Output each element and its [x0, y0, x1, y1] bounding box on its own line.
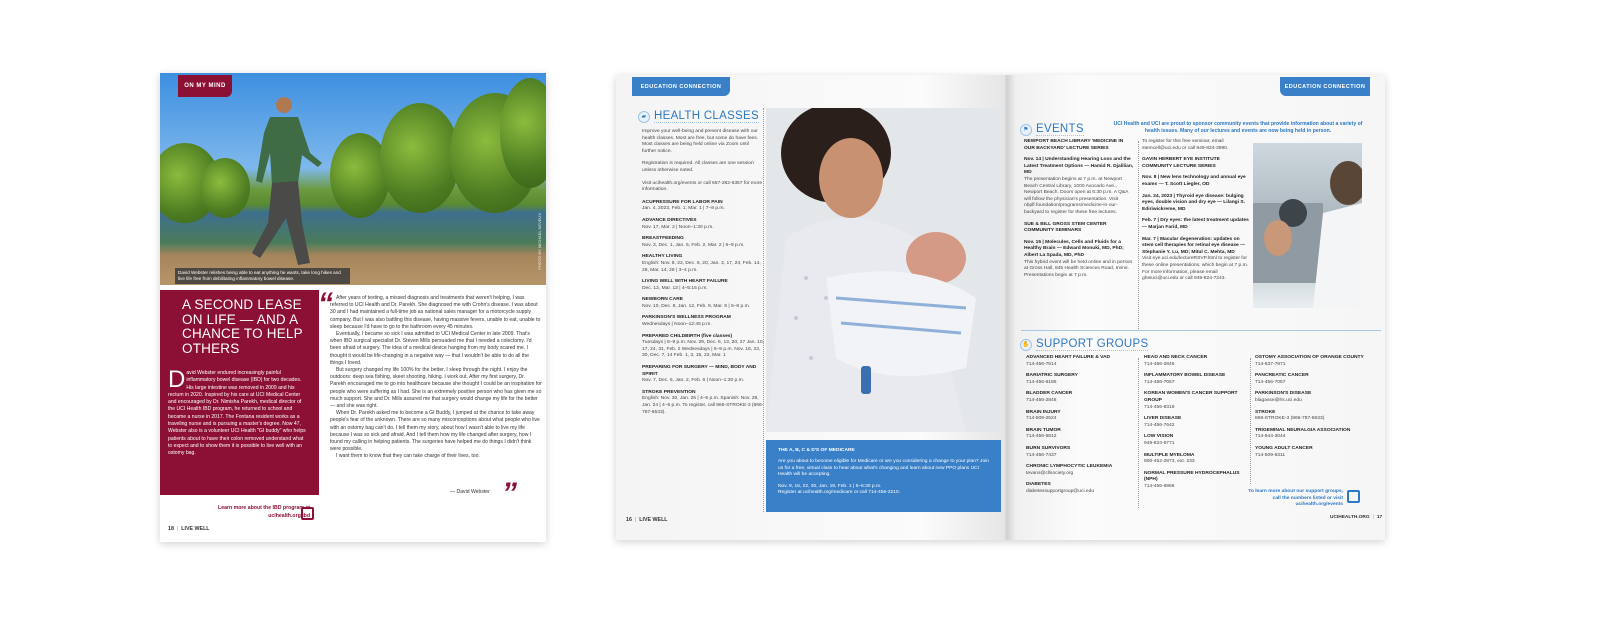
- group-contact: 714-637-7971: [1255, 361, 1286, 367]
- support-groups-heading: [1020, 338, 1148, 351]
- support-group-item: [1255, 391, 1365, 404]
- group-name: OSTOMY ASSOCIATION OF ORANGE COUNTY: [1255, 355, 1364, 360]
- section-tag-left: EDUCATION CONNECTION: [632, 77, 730, 96]
- magazine-spread-16-17: [616, 75, 1385, 540]
- class-item: [642, 315, 764, 328]
- group-name: YOUNG ADULT CANCER: [1255, 445, 1313, 451]
- quote-paragraph: After years of testing, a missed diagnosis and treatments that weren't helping, I was referred to UCI Health and Dr. Parekh. She diagnosed me with Crohn's disease. I was about 30 and I had maintained a full-time job as national sales manager for a motorcycle supply company. But I was also battling this disease, having massive fevers, unable to eat, unable to sleep because I'd have to go to the bathroom every 45 minutes.: [330, 295, 541, 330]
- heading-text: SUPPORT GROUPS: [1036, 338, 1149, 350]
- events-column-2: [1142, 139, 1250, 288]
- group-contact: diabetessupportgroup@uci.edu: [1026, 488, 1095, 494]
- class-name: BREASTFEEDING: [642, 236, 684, 242]
- events-heading: [1020, 123, 1084, 136]
- intro-paragraph: Visit ucihealth.org/events or call 657-282-6357 for more information.: [642, 180, 763, 193]
- group-name: LIVER DISEASE: [1144, 416, 1182, 422]
- group-contact: 714-456-6185: [1026, 379, 1057, 385]
- event-details: The presentation begins at 7 p.m. at Newport Beach Central Library, 1000 Avocado Ave., Newport Beach. Doors open at 6:30 p.m. A Q&A will follow the physician's presentation. Visit nbplf.foundation/programs/medicine-in-our-backyard to register for these free lectures.: [1024, 176, 1129, 215]
- eye-exam-illustration: [1253, 143, 1362, 308]
- group-name: DIABETES: [1026, 482, 1051, 488]
- article-intro: [168, 366, 309, 458]
- book-icon: ▰: [638, 111, 650, 123]
- health-classes-column: [642, 129, 764, 421]
- open-quote-icon: “: [318, 287, 333, 320]
- group-name: BRAIN INJURY: [1026, 409, 1061, 415]
- support-group-item: [1026, 482, 1138, 495]
- group-contact: 714-456-7437: [1026, 452, 1057, 458]
- quote-attribution: — David Webster: [450, 489, 490, 495]
- support-group-item: [1144, 453, 1252, 466]
- class-name: PREPARING FOR SURGERY — MIND, BODY AND SPIRIT: [642, 365, 757, 377]
- quote-paragraph: When Dr. Parekh asked me to become a GI Buddy, I jumped at the chance to take away people's fear of the unknown. There are so many misconceptions about what people who live with an ostomy bag can't do. I tell them my story, about how I wasn't able to live my life because I was so sick and afraid. And I tell them how my life changed after surgery, how I found my calling in helping patients. The surgeries have helped me do things I didn't think were possible.: [330, 410, 540, 453]
- event-series: SUE & BILL GROSS STEM CENTER COMMUNITY SEMINARS: [1024, 221, 1107, 234]
- event-item: [1024, 240, 1134, 280]
- group-name: BARIATRIC SURGERY: [1026, 373, 1078, 379]
- class-name: ADVANCE DIRECTIVES: [642, 217, 697, 223]
- section-tag: ON MY MIND: [178, 75, 232, 97]
- group-contact: 714-456-6966: [1144, 483, 1175, 489]
- article-intro-box: [160, 290, 319, 495]
- class-details: Dec. 12, Mar. 13 | 4–5:15 p.m.: [642, 285, 708, 291]
- class-name: PARKINSON'S WELLNESS PROGRAM: [642, 315, 731, 321]
- support-group-item: [1026, 410, 1138, 423]
- group-contact: 714-456-7057: [1255, 379, 1286, 385]
- group-name: NORMAL PRESSURE HYDROCEPHALUS (NPH): [1144, 470, 1240, 483]
- event-item: [1142, 139, 1250, 152]
- flag-icon: ⚑: [1020, 124, 1032, 136]
- quote-body: [330, 295, 542, 461]
- heading-text: EVENTS: [1036, 123, 1084, 135]
- event-series: NEWPORT BEACH LIBRARY 'MEDICINE IN OUR BACKYARD' LECTURE SERIES: [1024, 139, 1124, 151]
- group-name: BRAIN TUMOR: [1026, 427, 1061, 433]
- class-item: [642, 236, 764, 249]
- event-item: [1142, 237, 1250, 283]
- group-contact: 714-509-6311: [1255, 452, 1286, 458]
- class-item: [642, 254, 764, 274]
- class-details: Nov. 17, Mar. 2 | Noon–1:30 p.m.: [642, 224, 714, 230]
- class-item: [642, 365, 764, 385]
- article-headline: A SECOND LEASE ON LIFE — AND A CHANCE TO HELP OTHERS: [182, 297, 303, 356]
- group-name: BURN SURVIVORS: [1026, 445, 1071, 451]
- event-item: [1142, 157, 1250, 170]
- event-title: Jan. 24, 2023 | Thyroid eye disease: bulging eyes, double vision and dry eye — Lilangi S. Ediriwickreme, MD: [1142, 193, 1246, 212]
- group-contact: 866-STROKE-3 (866-787-6533): [1255, 416, 1325, 422]
- group-name: HEAD AND NECK CANCER: [1144, 355, 1208, 360]
- drop-cap: D: [168, 366, 186, 393]
- group-name: CHRONIC LYMPHOCYTIC LEUKEMIA: [1026, 464, 1113, 470]
- medicare-dates: Nov. 9, 15, 22, 30, Jan. 18, Feb. 1 | 5–6:30 p.m.: [778, 483, 882, 489]
- support-group-item: [1144, 373, 1252, 386]
- group-contact: 949-824-9771: [1144, 440, 1175, 446]
- class-item: [642, 218, 764, 231]
- medicare-class-box: [766, 440, 1001, 512]
- event-title: Mar. 7 | Macular degeneration: updates on stem cell therapies for retinal eye disease — Stephanie Y. Lu, MD; Mitul C. Mehta, MD: [1142, 236, 1246, 255]
- classes-list: [642, 200, 764, 416]
- external-link-icon[interactable]: [1347, 490, 1360, 503]
- group-name: ADVANCED HEART FAILURE & VAD: [1026, 355, 1111, 360]
- class-details: Nov. 3, Dec. 1, Jan. 5, Feb. 2, Mar. 2 | 6–9 p.m.: [642, 242, 745, 248]
- group-contact: 714-456-2846: [1144, 361, 1175, 367]
- events-intro: UCI Health and UCI are proud to sponsor community events that provide information about a variety of health issues. Many of our lectures and events are now being held in person.: [1113, 121, 1363, 134]
- page-number: 18: [168, 526, 174, 532]
- group-contact: 714-456-7057: [1144, 379, 1175, 385]
- health-classes-heading: [638, 110, 759, 123]
- support-group-item: [1026, 373, 1138, 386]
- class-details: Wednesdays | Noon–12:45 p.m.: [642, 322, 712, 328]
- ibd-program-link[interactable]: Learn more about the IBD program at ucihealth.org/ibd: [218, 505, 310, 519]
- event-item: [1024, 157, 1134, 216]
- events-column-1: [1024, 137, 1134, 284]
- photo-mother-with-newborn: [766, 108, 1001, 432]
- class-name: LIVING WELL WITH HEART FAILURE: [642, 279, 728, 285]
- class-details: Nov. 7, Dec. 5, Jan. 2, Feb. 6 | Noon–1:30 p.m.: [642, 378, 745, 384]
- group-name: BLADDER CANCER: [1026, 391, 1073, 397]
- group-name: LOW VISION: [1144, 434, 1174, 440]
- group-name: MULTIPLE MYELOMA: [1144, 452, 1195, 458]
- class-item: [642, 297, 764, 310]
- photo-eye-exam: [1253, 143, 1362, 308]
- group-contact: 714-456-8319: [1144, 404, 1175, 410]
- support-group-item: [1255, 446, 1365, 459]
- footer-label: LIVE WELL: [639, 517, 668, 523]
- heading-text: HEALTH CLASSES: [654, 110, 759, 122]
- quote-paragraph: But surgery changed my life 100% for the better. I sleep through the night. I enjoy the outdoors: deep sea fishing, skeet shooting, hiking. I work out. After my first surgery, Dr. Parekh encouraged me to go into healthcare because she thought I could be an inspiration for people who were suffering as I had. She is an extremely positive person who has given me so much support. She and Dr. Mills assured me that surgery would change my life for the better — and she was right.: [330, 367, 542, 410]
- group-contact: 714-944-3044: [1255, 434, 1286, 440]
- group-contact: 714-509-2524: [1026, 416, 1057, 422]
- support-group-item: [1026, 391, 1138, 404]
- external-link-icon[interactable]: [301, 507, 314, 520]
- support-groups-link[interactable]: To learn more about our support groups, call the numbers listed or visit ucihealth.org/events: [1248, 489, 1343, 507]
- quote-paragraph: Eventually, I became so sick I was admitted to UCI Medical Center in late 2009. That's when IBD surgical specialist Dr. Steven Mills persuaded me that I needed a colectomy. I'd been afraid of surgery. The idea of a medical device hanging from my body scared me. I thought it would be life-changing in a negative way — that I wouldn't be able to do all the things I loved.: [330, 331, 532, 366]
- support-group-item: [1255, 355, 1365, 368]
- class-details: Tuesdays | 6–9 p.m. Nov. 29, Dec. 6, 13, 20, 27 Jan. 10, 17, 24, 31, Feb. 2 Wednesdays | 6–9 p.m. Nov. 16, 23, 30, Dec. 7, 14 Feb. 1, 3, 15, 22, Mar. 1: [642, 340, 764, 359]
- section-tag-right: EDUCATION CONNECTION: [1280, 77, 1370, 96]
- group-name: PARKINSON'S DISEASE: [1255, 391, 1312, 397]
- group-contact: blagasse@hs.uci.edu: [1255, 397, 1302, 403]
- event-item: [1142, 218, 1250, 231]
- support-groups-column-1: [1026, 353, 1138, 501]
- group-name: STROKE: [1255, 409, 1276, 415]
- intro-paragraph: Registration is required. All classes are one session unless otherwise noted.: [642, 161, 754, 173]
- support-group-item: [1026, 464, 1138, 477]
- class-item: [642, 279, 764, 292]
- class-details: Nov. 10, Dec. 8, Jan. 12, Feb. 9, Mar. 9 | 6–8 p.m.: [642, 303, 751, 309]
- support-group-item: [1144, 471, 1252, 491]
- event-item: [1142, 194, 1250, 214]
- support-groups-column-2: [1144, 353, 1252, 496]
- group-contact: 714-456-7642: [1144, 422, 1175, 428]
- intro-text: avid Webster endured increasingly painful inflammatory bowel disease (IBD) for two decades. His large intestine was removed in 2009 and his rectum in 2020. Inspired by his care at UCI Medical Center and encouraged by Dr. Nimisha Parekh, medical director of the UCI Health IBD program, he returned to school and became a nurse in 2017. The Fontana resident works as a traveling nurse and is pursuing a master's degree. Now 47, Webster also is a volunteer UCI Health "GI buddy" who helps patients about to have their colon removed understand what to expect and to show them it is possible to live well with an ostomy bag.: [168, 370, 306, 457]
- hero-photo-man-walking-by-lake: [160, 73, 546, 285]
- group-contact: 714-456-5812: [1026, 434, 1057, 440]
- class-name: NEWBORN CARE: [642, 297, 684, 303]
- group-name: PANCREATIC CANCER: [1255, 373, 1309, 379]
- group-name: KOREAN WOMEN'S CANCER SUPPORT GROUP: [1144, 391, 1238, 403]
- group-name: INFLAMMATORY BOWEL DISEASE: [1144, 373, 1226, 379]
- mother-newborn-illustration: [766, 108, 1001, 432]
- intro-paragraph: Improve your well-being and prevent disease with our health classes. Most are free, but some do have fees. Most classes are being held online via Zoom until further notice.: [642, 129, 759, 154]
- event-item: [1024, 222, 1134, 235]
- support-group-item: [1026, 355, 1138, 368]
- medicare-title: THE A, B, C & D'S OF MEDICARE: [778, 448, 855, 453]
- group-name: TRIGEMINAL NEURALGIA ASSOCIATION: [1255, 427, 1351, 433]
- class-item: [642, 390, 764, 416]
- support-group-item: [1255, 410, 1365, 423]
- page-number: 17: [1376, 515, 1383, 520]
- support-group-item: [1144, 416, 1252, 429]
- handshake-icon: ✋: [1020, 339, 1032, 351]
- medicare-register[interactable]: Register at ucihealth.org/medicare or call 714-456-2210.: [778, 490, 901, 496]
- quote-paragraph: I want them to know that they can take charge of their lives, too.: [336, 453, 480, 460]
- column-divider: [1138, 358, 1139, 508]
- section-divider: [1021, 330, 1381, 331]
- support-group-item: [1144, 355, 1252, 368]
- class-name: STROKE PREVENTION: [642, 389, 696, 395]
- event-details: Visit eye.uci.edu/lectureRSVP.html to register for these online presentations, which begin at 7 p.m. For more information, please email gheiuci@uci.edu or call 949-824-7243.: [1142, 256, 1249, 282]
- walking-man-figure: [240, 93, 340, 273]
- event-title: Nov. 15 | Molecules, Cells and Fluids for a Healthy Brain — Edward Monuki, MD, PhD; Albert La Spada, MD, PhD: [1024, 239, 1124, 258]
- class-details: English: Nov. 30, Jan. 25 | 4–5 p.m. Spanish: Nov. 29, Jan. 24 | 4–5 p.m. To register, call 866-STROKE-3 (866-787-6533).: [642, 396, 764, 415]
- photo-credit: PHOTO BY MICHAEL NEVEUX: [537, 213, 542, 270]
- support-groups-column-3: [1255, 353, 1365, 464]
- column-divider: [763, 108, 764, 512]
- event-details: To register for this free seminar, email stemcell@uci.edu or call 949-824-3990.: [1142, 139, 1229, 151]
- page-footer: 18 | LIVE WELL: [168, 526, 210, 532]
- page-footer-right: UCIHEALTH.ORG | 17: [1330, 515, 1383, 520]
- group-contact: tevans@cllsociety.org: [1026, 470, 1074, 476]
- class-name: HEALTHY LIVING: [642, 254, 683, 260]
- support-group-item: [1026, 446, 1138, 459]
- footer-label: UCIHEALTH.ORG: [1330, 515, 1370, 520]
- support-group-item: [1026, 428, 1138, 441]
- group-contact: 714-456-7514: [1026, 361, 1057, 367]
- support-group-item: [1255, 428, 1365, 441]
- photo-caption: David Webster relishes being able to eat anything he wants, take long hikes and live life free from debilitating inflammatory bowel disease.: [175, 268, 350, 284]
- column-divider: [1138, 141, 1139, 329]
- support-group-item: [1144, 391, 1252, 411]
- support-group-item: [1255, 373, 1365, 386]
- event-series: GAVIN HERBERT EYE INSTITUTE COMMUNITY LECTURE SERIES: [1142, 157, 1220, 169]
- footer-label: LIVE WELL: [181, 526, 210, 532]
- magazine-page-18: [160, 73, 546, 542]
- event-title: Nov. 8 | New lens technology and annual eye exams — T. Scott Liegler, OD: [1142, 175, 1246, 187]
- page-number: 16: [626, 517, 632, 523]
- class-item: [642, 200, 764, 213]
- group-contact: 800-452-2873, ext. 233: [1144, 459, 1195, 465]
- group-contact: 714-456-2846: [1026, 397, 1057, 403]
- event-title: Nov. 14 | Understanding Hearing Loss and the Latest Treatment Options — Hamid R. Djalilian, MD: [1024, 157, 1134, 176]
- support-group-item: [1144, 434, 1252, 447]
- close-quote-icon: ”: [502, 477, 517, 510]
- event-item: [1024, 139, 1134, 152]
- class-item: [642, 334, 764, 360]
- medicare-body: Are you about to become eligible for Medicare or are you considering a change to your plan? Join us for a free, virtual class to hear about what's changing and learn about new PPO plans UCI Health will be accepting.: [778, 459, 989, 478]
- event-item: [1142, 175, 1250, 188]
- class-name: ACUPRESSURE FOR LABOR PAIN: [642, 199, 723, 205]
- event-title: Feb. 7 | Dry eyes: the latest treatment updates — Marjan Farid, MD: [1142, 218, 1249, 230]
- class-name: PREPARED CHILDBIRTH (five classes): [642, 333, 733, 339]
- event-details: This hybrid event will be held online and in person at Gross Hall, 845 Health Sciences Road, Irvine. Presentations begin at 7 p.m.: [1024, 259, 1133, 278]
- column-divider: [1250, 358, 1251, 484]
- class-details: English: Nov. 8, 22, Dec. 6, 20, Jan. 3, 17, 24, Feb. 14, 28, Mar. 14, 28 | 3–4 p.m.: [642, 260, 761, 273]
- class-details: Jan. 4, 2023, Feb. 1, Mar. 1 | 7–8 p.m.: [642, 206, 725, 212]
- page-footer-left: 16 | LIVE WELL: [626, 517, 668, 523]
